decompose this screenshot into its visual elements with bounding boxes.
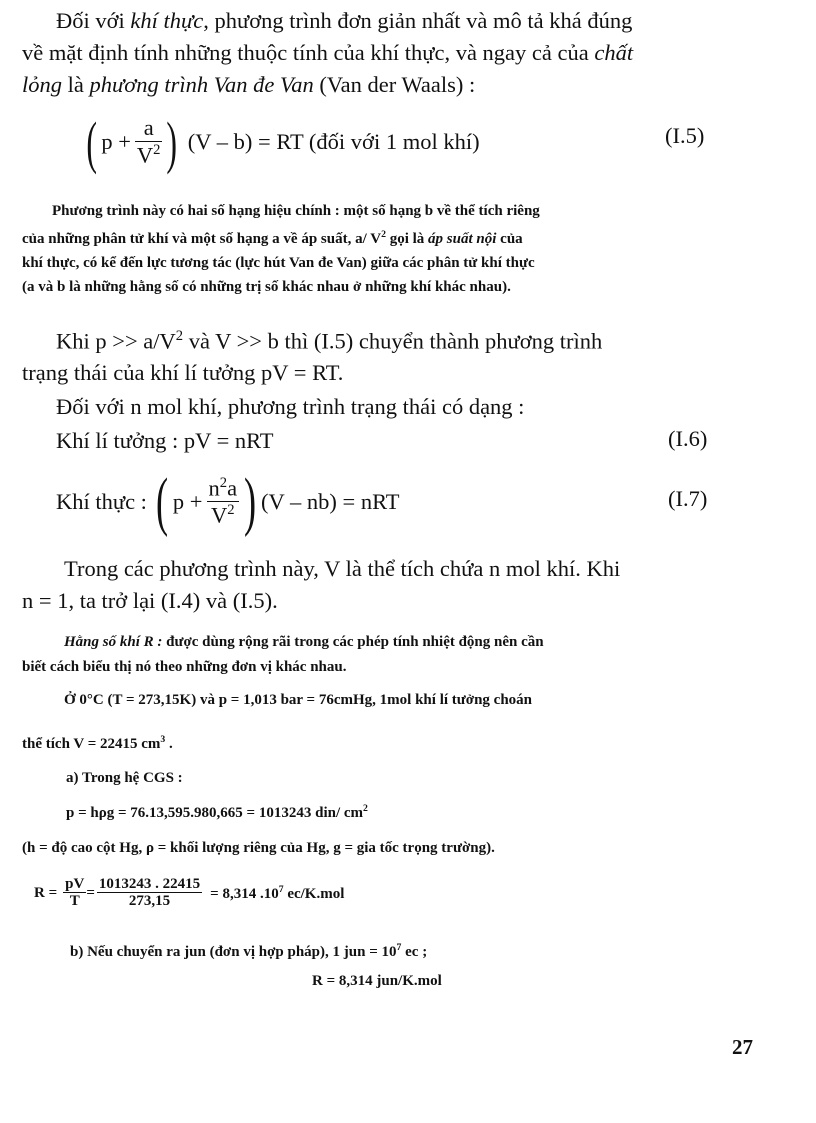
section-line-1: Hằng số khí R : được dùng rộng rãi trong các phép tính nhiệt động nên cần: [64, 634, 544, 650]
note-line-4: (a và b là những hằng số có những trị số khác nhau ở những khí khác nhau).: [22, 279, 511, 295]
fraction-numeric: $\frac{1013243 . 22415}{273,15}$: [98, 875, 201, 910]
gas-constant-si: R = 8,314 jun/K.mol: [312, 973, 442, 989]
para2-line-6: Trong các phương trình này, V là thể tích chứa n mol khí. Khi: [64, 556, 621, 581]
fraction-a-over-v2: $\frac{a}{V^2}$: [136, 114, 161, 168]
intro-line-1: Đối với khí thực, phương trình đơn giản nhất và mô tả khá đúng: [56, 8, 633, 33]
joule-conversion: b) Nếu chuyển ra jun (đơn vị hợp pháp), 1 jun = $10^7$ ec ;: [70, 942, 428, 960]
section-line-2: biết cách biểu thị nó theo những đơn vị khác nhau.: [22, 659, 347, 675]
para2-line-2: trạng thái của khí lí tưởng pV = RT.: [22, 360, 344, 385]
intro-line-2: về mặt định tính những thuộc tính của khí thực, và ngay cả của chất: [22, 40, 634, 65]
fraction-n2a-over-v2: $\frac{n^2a}{V^2}$: [208, 475, 238, 528]
note-line-2: của những phân tử khí và một số hạng a về áp suất, a/ $V^2$ gọi là áp suất nội của: [22, 229, 523, 247]
section-line-3: Ở 0°C (T = 273,15K) và p = 1,013 bar = 76cmHg, 1mol khí lí tưởng choán: [64, 692, 533, 708]
equation-label-i7: (I.7): [668, 486, 708, 511]
pressure-equation: p = hρg = 76.13,595.980,665 = 1013243 din/ $cm^2$: [66, 803, 368, 821]
note-line-1: Phương trình này có hai số hạng hiệu chính : một số hạng b về thể tích riêng: [52, 203, 540, 219]
para2-line-1: Khi $p >> a/V^2$ và V >> b thì (I.5) chuyển thành phương trình: [56, 328, 603, 354]
note-line-3: khí thực, có kể đến lực tương tác (lực hút Van đe Van) giữa các phân tử khí thực: [22, 255, 535, 271]
para2-line-3: Đối với n mol khí, phương trình trạng thái có dạng :: [56, 394, 525, 419]
cgs-heading: a) Trong hệ CGS :: [66, 770, 183, 786]
para2-line-7: n = 1, ta trở lại (I.4) và (I.5).: [22, 588, 278, 613]
equation-label-i5: (I.5): [665, 123, 705, 148]
section-line-4: thể tích V = 22415 $cm^3$ .: [22, 734, 173, 752]
equation-i7: Khí thực : ( p + $\frac{n^2a}{V^2}$ ) (V – nb) = nRT: [56, 465, 400, 538]
gas-constant-equation: R = $\frac{pV}{T}$ = $\frac{1013243 . 22415}{273,15}$ = 8,314 $.10^7$ ec/K.mol: [34, 875, 345, 910]
equation-i5: ( p + $\frac{a}{V^2}$ ) (V – b) = RT (đối với 1 mol khí): [86, 109, 480, 175]
ideal-gas-equation: Khí lí tưởng : pV = nRT: [56, 428, 274, 453]
equation-label-i6: (I.6): [668, 426, 708, 451]
variable-definitions: (h = độ cao cột Hg, ρ = khối lượng riêng của Hg, g = gia tốc trọng trường).: [22, 840, 495, 856]
fraction-pv-over-t: $\frac{pV}{T}$: [65, 875, 85, 910]
page-number: 27: [732, 1035, 753, 1059]
intro-line-3: lỏng là phương trình Van đe Van (Van der Waals) :: [22, 72, 476, 97]
